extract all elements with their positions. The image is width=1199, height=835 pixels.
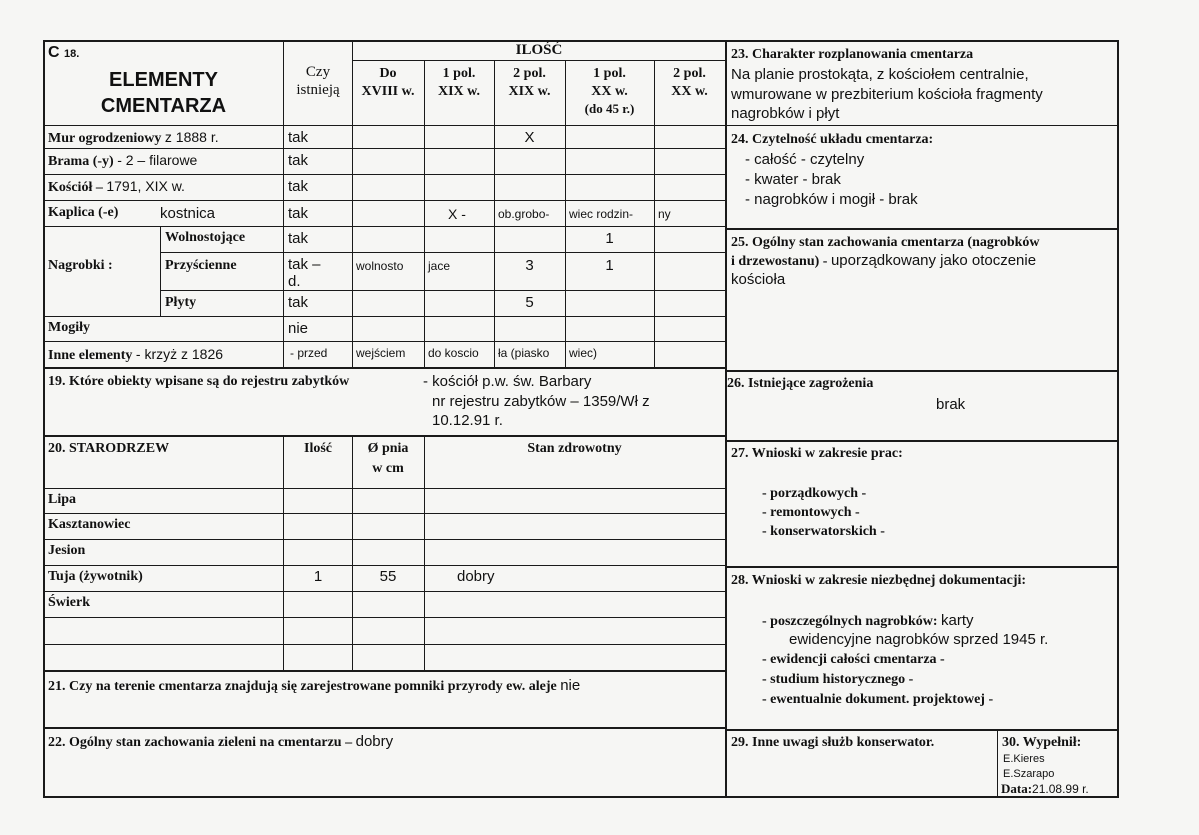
row-kaplica-label: Kaplica (-e) (48, 205, 119, 220)
col-header-1pol19: XIX w. (437, 84, 480, 99)
s20-col-ilosc: Ilość (304, 441, 332, 456)
s27-item: - konserwatorskich - (762, 524, 885, 539)
tree-row-name: Lipa (48, 492, 77, 507)
s19-label: 19. Które obiekty wpisane są do rejestru zabytków (48, 374, 350, 389)
row-mur-label: Mur ogrodzeniowy z 1888 r. (48, 129, 219, 146)
ilosc-header: ILOŚĆ (515, 42, 563, 58)
s27-bottom-line (726, 566, 1118, 568)
s25-bottom-line (726, 370, 1118, 372)
col-header-2pol19: XIX w. (508, 84, 551, 99)
row-przysc-label: Przyścienne (165, 258, 237, 273)
s26-value: brak (936, 396, 966, 413)
row-mur-2pol19: X (524, 129, 535, 146)
s27-item: - porządkowych - (762, 486, 867, 501)
s23-label: 23. Charakter rozplanowania cmentarza (731, 47, 974, 62)
row-wolno-label: Wolnostojące (165, 230, 246, 245)
row-plyty-2pol19: 5 (525, 294, 534, 311)
row-inne-1pol20: wiec) (569, 346, 598, 360)
col-header-1pol20: XX w. (591, 84, 628, 99)
col-line (424, 60, 425, 368)
s20-row-line (44, 591, 726, 592)
s24-bottom-line (726, 228, 1118, 230)
row-brama-czy: tak (288, 152, 309, 169)
row-wolno-czy: tak (288, 230, 309, 247)
s27-item: - remontowych - (762, 505, 860, 520)
row-przysc-1pol20: 1 (605, 257, 614, 274)
tree-row-name: Świerk (48, 595, 90, 610)
s20-row-line (44, 565, 726, 566)
row-line (44, 316, 726, 317)
s20-row-line (44, 513, 726, 514)
s19-value-line2: nr rejestru zabytków – 1359/Wł z (432, 393, 650, 410)
s30-date: Data:21.08.99 r. (1001, 781, 1089, 796)
s30-label: 30. Wypełnił: (1002, 735, 1082, 750)
col-header-1pol20: (do 45 r.) (584, 101, 635, 116)
czy-header: Czy (305, 64, 331, 80)
col-header-do: XVIII w. (361, 84, 415, 99)
s30-name: E.Szarapo (1003, 768, 1055, 780)
s19-value-line1: - kościół p.w. św. Barbary (423, 373, 592, 390)
row-przysc-1pol19: jace (428, 259, 451, 273)
section-title-line1: ELEMENTY (109, 69, 218, 91)
s20-col-stan: Stan zdrowotny (527, 441, 622, 456)
row-plyty-czy: tak (288, 294, 309, 311)
s20-col-line (283, 436, 284, 672)
s20-row-line (44, 617, 726, 618)
s26-label: 26. Istniejące zagrożenia (727, 376, 874, 391)
czy-header: istnieją (296, 82, 340, 98)
row-line (44, 174, 726, 175)
tree-row-name: Jesion (48, 543, 86, 558)
tree-row-stan: dobry (457, 568, 495, 585)
tree-row-pnia: 55 (379, 568, 397, 585)
row-line (44, 200, 726, 201)
frame-bottom (44, 796, 1119, 798)
s25-value: kościoła (731, 271, 786, 288)
s28-item: - ewidencji całości cmentarza - (762, 652, 945, 667)
s24-label: 24. Czytelność układu cmentarza: (731, 132, 934, 147)
form-code: C 18. (48, 44, 80, 61)
s20-row-line (44, 539, 726, 540)
tree-row-name: Tuja (żywotnik) (48, 569, 143, 584)
row-kaplica-1pol19: X - (448, 206, 466, 222)
s28-item: - ewentualnie dokument. projektowej - (762, 692, 994, 707)
col-line (654, 60, 655, 368)
row-inne-czy: - przed (290, 346, 328, 360)
s24-item: - kwater - brak (745, 171, 841, 188)
ilosc-underline (352, 60, 726, 61)
s20-label: 20. STARODRZEW (48, 441, 170, 456)
col-header-1pol19: 1 pol. (442, 66, 476, 81)
col-header-do: Do (379, 66, 397, 81)
row-line (160, 290, 726, 291)
s23-line: nagrobków i płyt (731, 105, 840, 122)
row-brama-label: Brama (-y) - 2 – filarowe (48, 152, 198, 169)
s23-line: wmurowane w prezbiterium kościoła fragmenty (731, 86, 1043, 103)
s20-bottom-line (44, 670, 726, 672)
section-title-line2: CMENTARZA (100, 95, 227, 117)
col-header-2pol19: 2 pol. (513, 66, 546, 81)
s20-col-line (424, 436, 425, 672)
row-kaplica-1pol20: wiec rodzin- (569, 207, 634, 221)
row-kaplica-note: kostnica (160, 205, 216, 222)
row-kosciol-czy: tak (288, 178, 309, 195)
row-line (44, 341, 726, 342)
s19-bottom-line (44, 435, 726, 437)
s25-label-line2: i drzewostanu) - uporządkowany jako otoczenie (731, 252, 1037, 269)
s28-item: - studium historycznego - (762, 672, 914, 687)
frame-left (43, 40, 45, 798)
table-bottom-line (44, 367, 726, 369)
s28-bottom-line (726, 729, 1118, 731)
row-wolno-1pol20: 1 (605, 230, 614, 247)
frame-middle (725, 40, 727, 798)
s28-item1-cont: ewidencyjne nagrobków sprzed 1945 r. (789, 631, 1049, 648)
row-inne-1pol19: do koscio (428, 346, 479, 360)
header-bottom-line (44, 125, 726, 126)
s30-name: E.Kieres (1003, 753, 1045, 765)
col-header-1pol20: 1 pol. (593, 66, 626, 81)
row-inne-do: wejściem (356, 346, 406, 360)
row-przysc-czy: d. (288, 273, 301, 290)
s24-item: - całość - czytelny (745, 151, 865, 168)
s25-label: 25. Ogólny stan zachowania cmentarza (nagrobków (731, 235, 1040, 250)
row-mur-czy: tak (288, 129, 309, 146)
s19-value-line3: 10.12.91 r. (432, 412, 503, 429)
row-inne-2pol19: ła (piasko (498, 346, 550, 360)
s21-label: 21. Czy na terenie cmentarza znajdują się zarejestrowane pomniki przyrody ew. aleje nie (48, 677, 581, 694)
row-nagrobki-label: Nagrobki : (48, 258, 113, 273)
s23-line: Na planie prostokąta, z kościołem centralnie, (731, 66, 1029, 83)
col-line (494, 60, 495, 368)
row-mogily-label: Mogiły (48, 320, 90, 335)
row-plyty-label: Płyty (165, 295, 197, 310)
s27-label: 27. Wnioski w zakresie prac: (731, 446, 903, 461)
s21-bottom-line (44, 727, 726, 729)
s29-s30-divider (997, 730, 998, 797)
row-kaplica-czy: tak (288, 205, 309, 222)
tree-row-name: Kasztanowiec (48, 517, 131, 532)
row-kaplica-2pol19: ob.grobo- (498, 207, 550, 221)
s29-label: 29. Inne uwagi służb konserwator. (731, 735, 935, 750)
s20-col-pnia: Ø pnia (367, 441, 409, 456)
row-kosciol-label: Kościół – 1791, XIX w. (48, 178, 185, 195)
s28-label: 28. Wnioski w zakresie niezbędnej dokumentacji: (731, 573, 1027, 588)
s24-item: - nagrobków i mogił - brak (745, 191, 918, 208)
row-mogily-czy: nie (288, 320, 309, 337)
s20-row-line (44, 488, 726, 489)
row-przysc-do: wolnosto (356, 259, 404, 273)
col-line-nagrobki (160, 226, 161, 316)
row-inne-label: Inne elementy - krzyż z 1826 (48, 346, 224, 363)
s23-bottom-line (726, 125, 1118, 126)
s26-bottom-line (726, 440, 1118, 442)
row-kaplica-2pol20: ny (658, 207, 671, 221)
row-line (160, 252, 726, 253)
s20-row-line (44, 644, 726, 645)
s22-label: 22. Ogólny stan zachowania zieleni na cmentarzu – dobry (48, 733, 394, 750)
col-header-2pol20: XX w. (671, 84, 708, 99)
col-header-2pol20: 2 pol. (673, 66, 706, 81)
s28-item1: - poszczególnych nagrobków: karty (762, 612, 974, 629)
row-przysc-2pol19: 3 (525, 257, 534, 274)
row-przysc-czy: tak – (288, 256, 321, 273)
tree-row-ilosc: 1 (313, 568, 323, 585)
s20-col-pnia: w cm (372, 461, 404, 476)
row-line (44, 226, 726, 227)
frame-right (1117, 40, 1119, 798)
row-line (44, 148, 726, 149)
